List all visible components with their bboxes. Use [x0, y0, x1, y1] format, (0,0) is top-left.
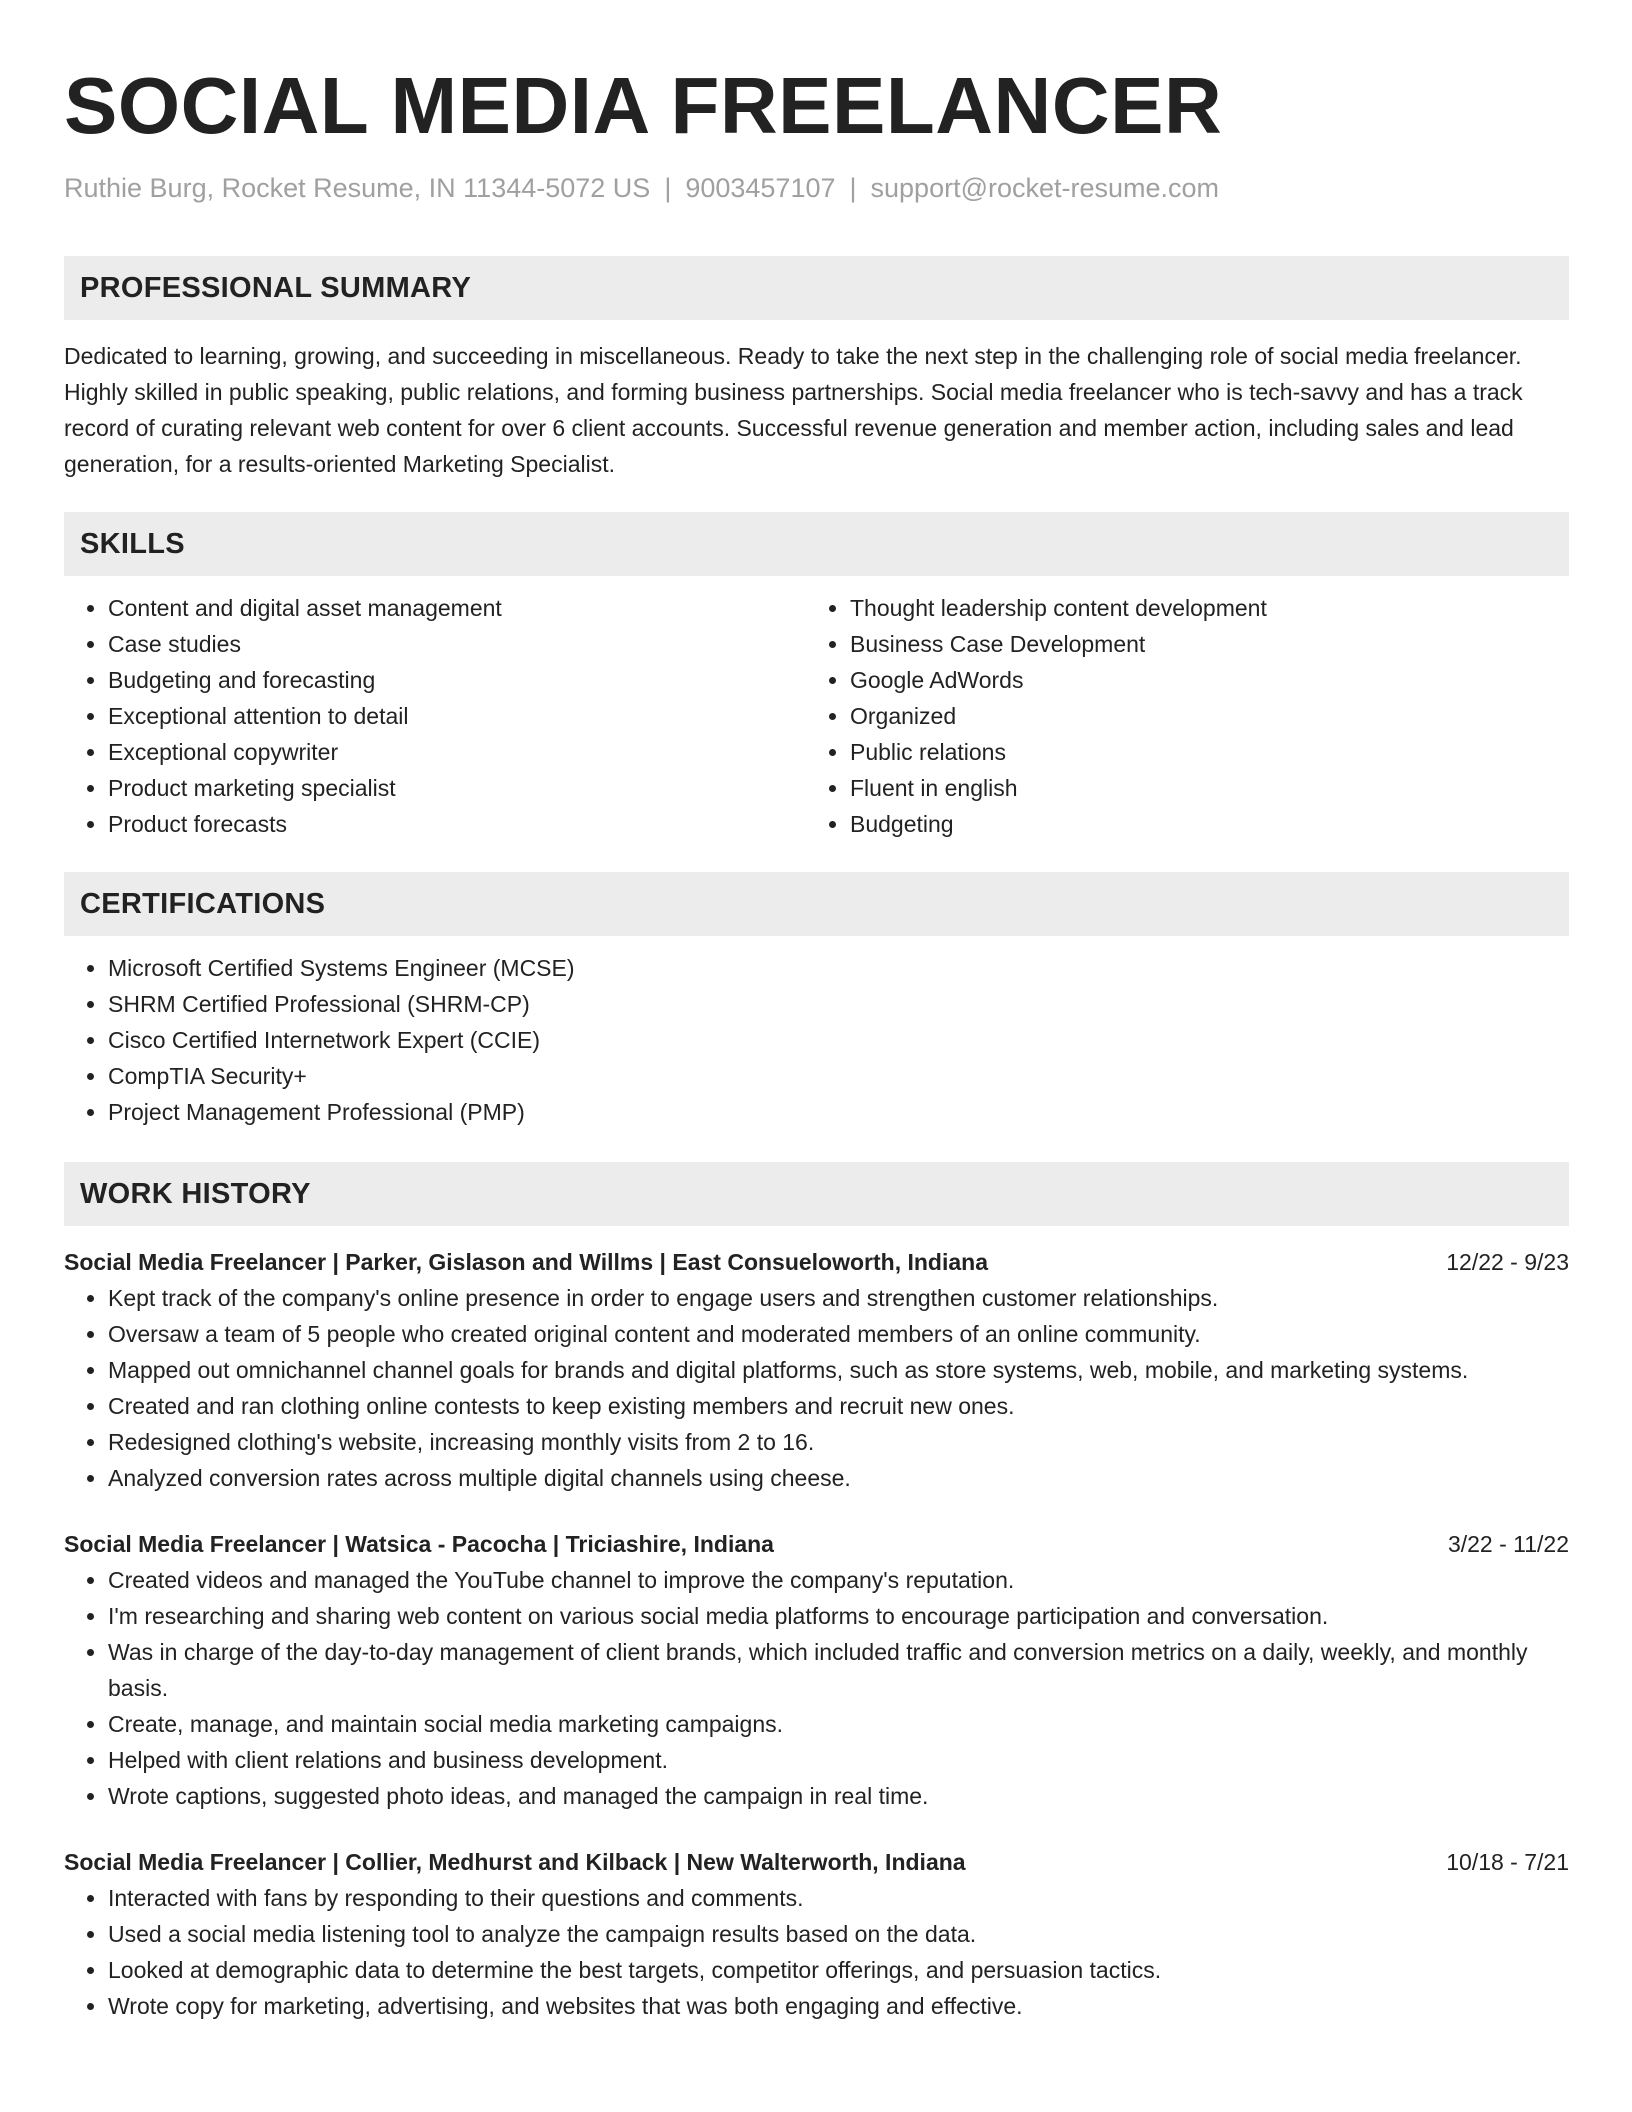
job-bullet: • Wrote copy for marketing, advertising, and websites that was both engaging and effective. [108, 1988, 1569, 2024]
job-entry [64, 1244, 1569, 1496]
contact-separator: | [849, 173, 857, 203]
skill-item: • Organized [850, 698, 1548, 734]
job-bullet: • Analyzed conversion rates across multiple digital channels using cheese. [108, 1460, 1569, 1496]
job-entry [64, 1526, 1569, 1814]
job-bullet: • I'm researching and sharing web content on various social media platforms to encourage participation and conversation. [108, 1598, 1569, 1634]
skill-item: • Business Case Development [850, 626, 1548, 662]
section-header-work-history: WORK HISTORY [64, 1162, 1569, 1226]
job-header [64, 1526, 1569, 1562]
certification-item: • SHRM Certified Professional (SHRM-CP) [108, 986, 1569, 1022]
section-header-summary: PROFESSIONAL SUMMARY [64, 256, 1569, 320]
job-bullet: • Helped with client relations and business development. [108, 1742, 1569, 1778]
contact-phone: 9003457107 [685, 173, 836, 203]
skill-item: • Case studies [108, 626, 806, 662]
job-bullets [64, 1880, 1569, 2024]
job-title: Social Media Freelancer | Collier, Medhurst and Kilback | New Walterworth, Indiana [64, 1849, 966, 1875]
contact-separator: | [664, 173, 672, 203]
summary-text: Dedicated to learning, growing, and succeeding in miscellaneous. Ready to take the next step in the challenging role of social media freelancer. Highly skilled in public speaking, public relations, and forming business partnerships. Social media freelancer who is tech-savvy and has a track record of curating relevant web content for over 6 client accounts. Successful revenue generation and member action, including sales and lead generation, for a results-oriented Marketing Specialist. [64, 343, 1523, 477]
job-bullets [64, 1562, 1569, 1814]
job-bullet: • Create, manage, and maintain social media marketing campaigns. [108, 1706, 1569, 1742]
contact-email: support@rocket-resume.com [870, 173, 1220, 203]
job-bullets [64, 1280, 1569, 1496]
skill-item: • Thought leadership content development [850, 590, 1548, 626]
certification-item: • Cisco Certified Internetwork Expert (CCIE) [108, 1022, 1569, 1058]
contact-line [64, 172, 1569, 204]
skill-item: • Public relations [850, 734, 1548, 770]
resume-page [64, 0, 1569, 2024]
job-bullet: • Created and ran clothing online contests to keep existing members and recruit new ones. [108, 1388, 1569, 1424]
job-title: Social Media Freelancer | Parker, Gislason and Willms | East Consueloworth, Indiana [64, 1249, 988, 1275]
skills-column-left [64, 590, 806, 842]
skill-item: • Exceptional attention to detail [108, 698, 806, 734]
job-title: Social Media Freelancer | Watsica - Pacocha | Triciashire, Indiana [64, 1531, 774, 1557]
job-bullet: • Wrote captions, suggested photo ideas, and managed the campaign in real time. [108, 1778, 1569, 1814]
skill-item: • Product marketing specialist [108, 770, 806, 806]
certification-item: • CompTIA Security+ [108, 1058, 1569, 1094]
job-bullet: • Mapped out omnichannel channel goals for brands and digital platforms, such as store systems, web, mobile, and marketing systems. [108, 1352, 1569, 1388]
job-dates: 12/22 - 9/23 [1446, 1249, 1569, 1275]
skill-item: • Product forecasts [108, 806, 806, 842]
skill-item: • Fluent in english [850, 770, 1548, 806]
job-bullet: • Oversaw a team of 5 people who created original content and moderated members of an online community. [108, 1316, 1569, 1352]
section-header-skills: SKILLS [64, 512, 1569, 576]
skill-item: • Google AdWords [850, 662, 1548, 698]
job-bullet: • Created videos and managed the YouTube channel to improve the company's reputation. [108, 1562, 1569, 1598]
contact-address: Ruthie Burg, Rocket Resume, IN 11344-5072 US [64, 173, 651, 203]
certification-item: • Project Management Professional (PMP) [108, 1094, 1569, 1130]
skills-column-right [806, 590, 1548, 842]
skills-list [64, 590, 1569, 842]
skill-item: • Content and digital asset management [108, 590, 806, 626]
job-bullet: • Interacted with fans by responding to their questions and comments. [108, 1880, 1569, 1916]
job-dates: 3/22 - 11/22 [1447, 1531, 1569, 1557]
job-bullet: • Kept track of the company's online presence in order to engage users and strengthen customer relationships. [108, 1280, 1569, 1316]
skill-item: • Exceptional copywriter [108, 734, 806, 770]
certifications-list [64, 950, 1569, 1130]
resume-title: SOCIAL MEDIA FREELANCER [64, 61, 1223, 150]
job-bullet: • Redesigned clothing's website, increasing monthly visits from 2 to 16. [108, 1424, 1569, 1460]
section-header-certifications: CERTIFICATIONS [64, 872, 1569, 936]
job-dates: 10/18 - 7/21 [1446, 1849, 1569, 1875]
skill-item: • Budgeting and forecasting [108, 662, 806, 698]
job-entry [64, 1844, 1569, 2024]
job-bullet: • Used a social media listening tool to analyze the campaign results based on the data. [108, 1916, 1569, 1952]
job-header [64, 1244, 1569, 1280]
certification-item: • Microsoft Certified Systems Engineer (MCSE) [108, 950, 1569, 986]
job-bullet: • Was in charge of the day-to-day management of client brands, which included traffic and conversion metrics on a daily, weekly, and monthly basis. [108, 1634, 1569, 1706]
job-bullet: • Looked at demographic data to determine the best targets, competitor offerings, and persuasion tactics. [108, 1952, 1569, 1988]
skill-item: • Budgeting [850, 806, 1548, 842]
job-header [64, 1844, 1569, 1880]
